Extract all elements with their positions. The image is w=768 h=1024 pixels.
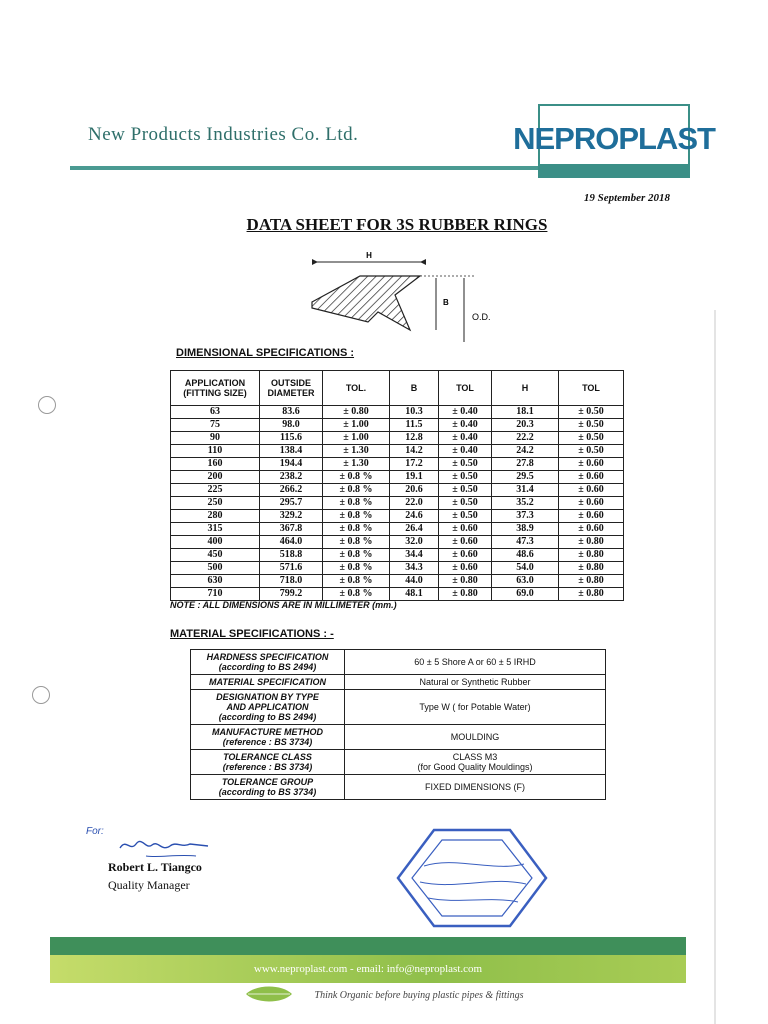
material-label-line: DESIGNATION BY TYPE [216, 692, 319, 702]
material-label [191, 750, 345, 775]
dim-cell: ± 0.80 [559, 588, 624, 601]
dim-cell: 12.8 [390, 432, 439, 445]
dim-cell: 38.9 [492, 523, 559, 536]
dim-cell: ± 1.00 [323, 419, 390, 432]
material-label-line: (according to BS 2494) [218, 662, 317, 672]
dim-cell: 83.6 [260, 406, 323, 419]
signatory-name: Robert L. Tiangco [108, 860, 202, 874]
ring-profile-diagram [300, 250, 500, 342]
dim-cell: 500 [171, 562, 260, 575]
dim-cell: 160 [171, 458, 260, 471]
table-row [171, 523, 624, 536]
header-rule [70, 166, 540, 170]
dim-header-cell: APPLICATION (FITTING SIZE) [171, 371, 260, 406]
material-label-line: AND APPLICATION [226, 702, 309, 712]
dim-cell: 20.6 [390, 484, 439, 497]
dim-cell: 17.2 [390, 458, 439, 471]
dim-cell: ± 0.50 [439, 497, 492, 510]
dim-cell: ± 0.60 [559, 484, 624, 497]
dim-cell: ± 0.50 [559, 445, 624, 458]
material-value-line: Type W ( for Potable Water) [419, 702, 531, 712]
logo-text: NEPROPLAST [513, 121, 715, 156]
dim-cell: 22.2 [492, 432, 559, 445]
table-row [171, 562, 624, 575]
dim-cell: ± 0.8 % [323, 471, 390, 484]
material-value [345, 750, 606, 775]
material-label [191, 675, 345, 690]
material-value-line: Natural or Synthetic Rubber [419, 677, 531, 687]
dim-cell: 10.3 [390, 406, 439, 419]
material-row [191, 725, 606, 750]
dim-header-cell: B [390, 371, 439, 406]
dim-cell: ± 0.8 % [323, 549, 390, 562]
document-title: DATA SHEET FOR 3S RUBBER RINGS [246, 215, 548, 234]
material-row [191, 675, 606, 690]
dim-cell: ± 0.60 [439, 549, 492, 562]
dim-cell: ± 0.80 [439, 575, 492, 588]
dim-cell: ± 0.8 % [323, 484, 390, 497]
material-value-line: FIXED DIMENSIONS (F) [424, 782, 525, 792]
material-label-line: (according to BS 2494) [218, 712, 317, 722]
material-label-line: (according to BS 3734) [218, 787, 317, 797]
dim-cell: ± 0.50 [439, 484, 492, 497]
dim-cell: ± 0.40 [439, 419, 492, 432]
material-row [191, 650, 606, 675]
dim-cell: 450 [171, 549, 260, 562]
dim-cell: 20.3 [492, 419, 559, 432]
dim-cell: 571.6 [260, 562, 323, 575]
dim-cell: ± 0.8 % [323, 588, 390, 601]
dim-header-cell: H [492, 371, 559, 406]
document-date: 19 September 2018 [583, 192, 670, 204]
dim-cell: 18.1 [492, 406, 559, 419]
binder-hole-bottom [32, 686, 50, 704]
dim-cell: 329.2 [260, 510, 323, 523]
dim-cell: ± 0.50 [559, 419, 624, 432]
dim-cell: ± 0.60 [559, 497, 624, 510]
dim-cell: ± 0.50 [559, 406, 624, 419]
material-value-line: 60 ± 5 Shore A or 60 ± 5 IRHD [414, 657, 536, 667]
table-row [171, 575, 624, 588]
dim-cell: 35.2 [492, 497, 559, 510]
dim-cell: 799.2 [260, 588, 323, 601]
dim-cell: 98.0 [260, 419, 323, 432]
dim-cell: 295.7 [260, 497, 323, 510]
dim-cell: 37.3 [492, 510, 559, 523]
dim-cell: 24.6 [390, 510, 439, 523]
dim-cell: ± 0.60 [559, 458, 624, 471]
for-label: For: [86, 826, 104, 837]
dim-cell: 464.0 [260, 536, 323, 549]
dim-cell: ± 1.30 [323, 458, 390, 471]
material-label-line: MANUFACTURE METHOD [212, 727, 323, 737]
handwritten-signature [116, 830, 216, 860]
b-label: B [443, 298, 449, 307]
material-value-line: MOULDING [450, 732, 500, 742]
dim-header-cell: TOL. [323, 371, 390, 406]
table-row [171, 419, 624, 432]
dim-cell: ± 0.60 [439, 536, 492, 549]
dim-cell: ± 0.80 [559, 536, 624, 549]
dim-cell: 69.0 [492, 588, 559, 601]
dim-cell: ± 0.60 [559, 471, 624, 484]
table-row [171, 536, 624, 549]
material-value [345, 725, 606, 750]
dim-cell: ± 0.80 [439, 588, 492, 601]
dim-cell: ± 0.40 [439, 406, 492, 419]
dim-cell: 718.0 [260, 575, 323, 588]
material-label-line: (reference : BS 3734) [222, 737, 313, 747]
company-name: New Products Industries Co. Ltd. [88, 124, 359, 145]
dim-cell: ± 0.80 [323, 406, 390, 419]
binder-hole-top [38, 396, 56, 414]
dim-cell: 31.4 [492, 484, 559, 497]
dim-cell: ± 1.00 [323, 432, 390, 445]
material-label [191, 775, 345, 800]
dim-cell: ± 0.50 [439, 458, 492, 471]
material-value-line: (for Good Quality Mouldings) [417, 762, 533, 772]
dim-cell: ± 0.60 [439, 562, 492, 575]
dim-cell: 630 [171, 575, 260, 588]
dim-cell: 48.1 [390, 588, 439, 601]
table-row [171, 432, 624, 445]
dim-cell: 518.8 [260, 549, 323, 562]
table-row [171, 445, 624, 458]
dim-header-cell: OUTSIDE DIAMETER [260, 371, 323, 406]
dim-cell: 27.8 [492, 458, 559, 471]
dim-cell: 22.0 [390, 497, 439, 510]
dimensional-heading: DIMENSIONAL SPECIFICATIONS : [176, 347, 355, 359]
page-right-edge [714, 310, 716, 1024]
material-label [191, 690, 345, 725]
table-row [171, 588, 624, 601]
dim-cell: 14.2 [390, 445, 439, 458]
material-value [345, 650, 606, 675]
dimension-note: NOTE : ALL DIMENSIONS ARE IN MILLIMETER (mm.) [170, 600, 397, 610]
material-label-line: MATERIAL SPECIFICATION [209, 677, 326, 687]
dim-cell: 367.8 [260, 523, 323, 536]
dim-cell: 32.0 [390, 536, 439, 549]
ring-cross-section [312, 276, 420, 330]
dim-cell: 11.5 [390, 419, 439, 432]
dim-cell: 54.0 [492, 562, 559, 575]
dim-cell: 250 [171, 497, 260, 510]
dim-cell: 24.2 [492, 445, 559, 458]
dim-cell: ± 0.60 [559, 523, 624, 536]
footer-slogan: Think Organic before buying plastic pipes & fittings [314, 990, 524, 1001]
dim-cell: 34.3 [390, 562, 439, 575]
dimensional-table [170, 370, 624, 601]
company-stamp [394, 826, 550, 930]
signatory-role: Quality Manager [108, 878, 190, 892]
footer-web-line: www.neproplast.com - email: info@neproplast.com [50, 955, 686, 983]
dim-cell: 225 [171, 484, 260, 497]
h-arrow-right [420, 259, 426, 265]
logo-strip [538, 164, 690, 178]
dim-cell: ± 0.50 [439, 510, 492, 523]
dim-cell: 266.2 [260, 484, 323, 497]
dim-cell: 710 [171, 588, 260, 601]
dim-header-cell: TOL [439, 371, 492, 406]
material-table [190, 649, 606, 800]
dim-cell: 238.2 [260, 471, 323, 484]
dim-cell: ± 0.80 [559, 549, 624, 562]
dim-cell: ± 1.30 [323, 445, 390, 458]
material-label-line: HARDNESS SPECIFICATION [206, 652, 329, 662]
material-label [191, 650, 345, 675]
dim-cell: 34.4 [390, 549, 439, 562]
dim-cell: ± 0.40 [439, 445, 492, 458]
dim-cell: ± 0.8 % [323, 523, 390, 536]
dim-cell: 194.4 [260, 458, 323, 471]
dim-cell: 400 [171, 536, 260, 549]
table-row [171, 549, 624, 562]
dim-cell: ± 0.80 [559, 575, 624, 588]
material-label-line: (reference : BS 3734) [222, 762, 313, 772]
dim-cell: ± 0.60 [439, 523, 492, 536]
table-row [171, 458, 624, 471]
dim-cell: 138.4 [260, 445, 323, 458]
dim-cell: ± 0.50 [559, 432, 624, 445]
dim-cell: 280 [171, 510, 260, 523]
material-value [345, 775, 606, 800]
od-label: O.D. [472, 312, 491, 322]
material-label-line: TOLERANCE CLASS [223, 752, 312, 762]
dim-cell: 29.5 [492, 471, 559, 484]
dim-cell: ± 0.60 [559, 510, 624, 523]
material-value [345, 675, 606, 690]
dim-cell: ± 0.80 [559, 562, 624, 575]
dim-cell: 19.1 [390, 471, 439, 484]
dim-cell: ± 0.8 % [323, 497, 390, 510]
dim-header-cell: TOL [559, 371, 624, 406]
dim-cell: ± 0.8 % [323, 562, 390, 575]
dim-cell: 26.4 [390, 523, 439, 536]
dim-cell: ± 0.40 [439, 432, 492, 445]
table-row [171, 406, 624, 419]
dim-cell: 47.3 [492, 536, 559, 549]
dim-cell: ± 0.8 % [323, 510, 390, 523]
material-row [191, 775, 606, 800]
material-value [345, 690, 606, 725]
dim-cell: 315 [171, 523, 260, 536]
h-label: H [366, 251, 372, 260]
dim-cell: 90 [171, 432, 260, 445]
table-row [171, 484, 624, 497]
material-row [191, 750, 606, 775]
dim-cell: 200 [171, 471, 260, 484]
dim-cell: 63 [171, 406, 260, 419]
material-heading: MATERIAL SPECIFICATIONS : - [170, 628, 334, 640]
dim-cell: 63.0 [492, 575, 559, 588]
material-label-line: TOLERANCE GROUP [221, 777, 314, 787]
dim-cell: 48.6 [492, 549, 559, 562]
dim-cell: ± 0.8 % [323, 575, 390, 588]
table-row [171, 471, 624, 484]
table-row [171, 510, 624, 523]
material-value-line: CLASS M3 [452, 752, 498, 762]
material-label [191, 725, 345, 750]
h-arrow-left [312, 259, 318, 265]
dim-cell: 75 [171, 419, 260, 432]
dim-cell: ± 0.8 % [323, 536, 390, 549]
dim-cell: 115.6 [260, 432, 323, 445]
material-row [191, 690, 606, 725]
dim-cell: 110 [171, 445, 260, 458]
table-row [171, 497, 624, 510]
footer-contact-band [50, 937, 686, 955]
dim-cell: 44.0 [390, 575, 439, 588]
dim-cell: ± 0.50 [439, 471, 492, 484]
